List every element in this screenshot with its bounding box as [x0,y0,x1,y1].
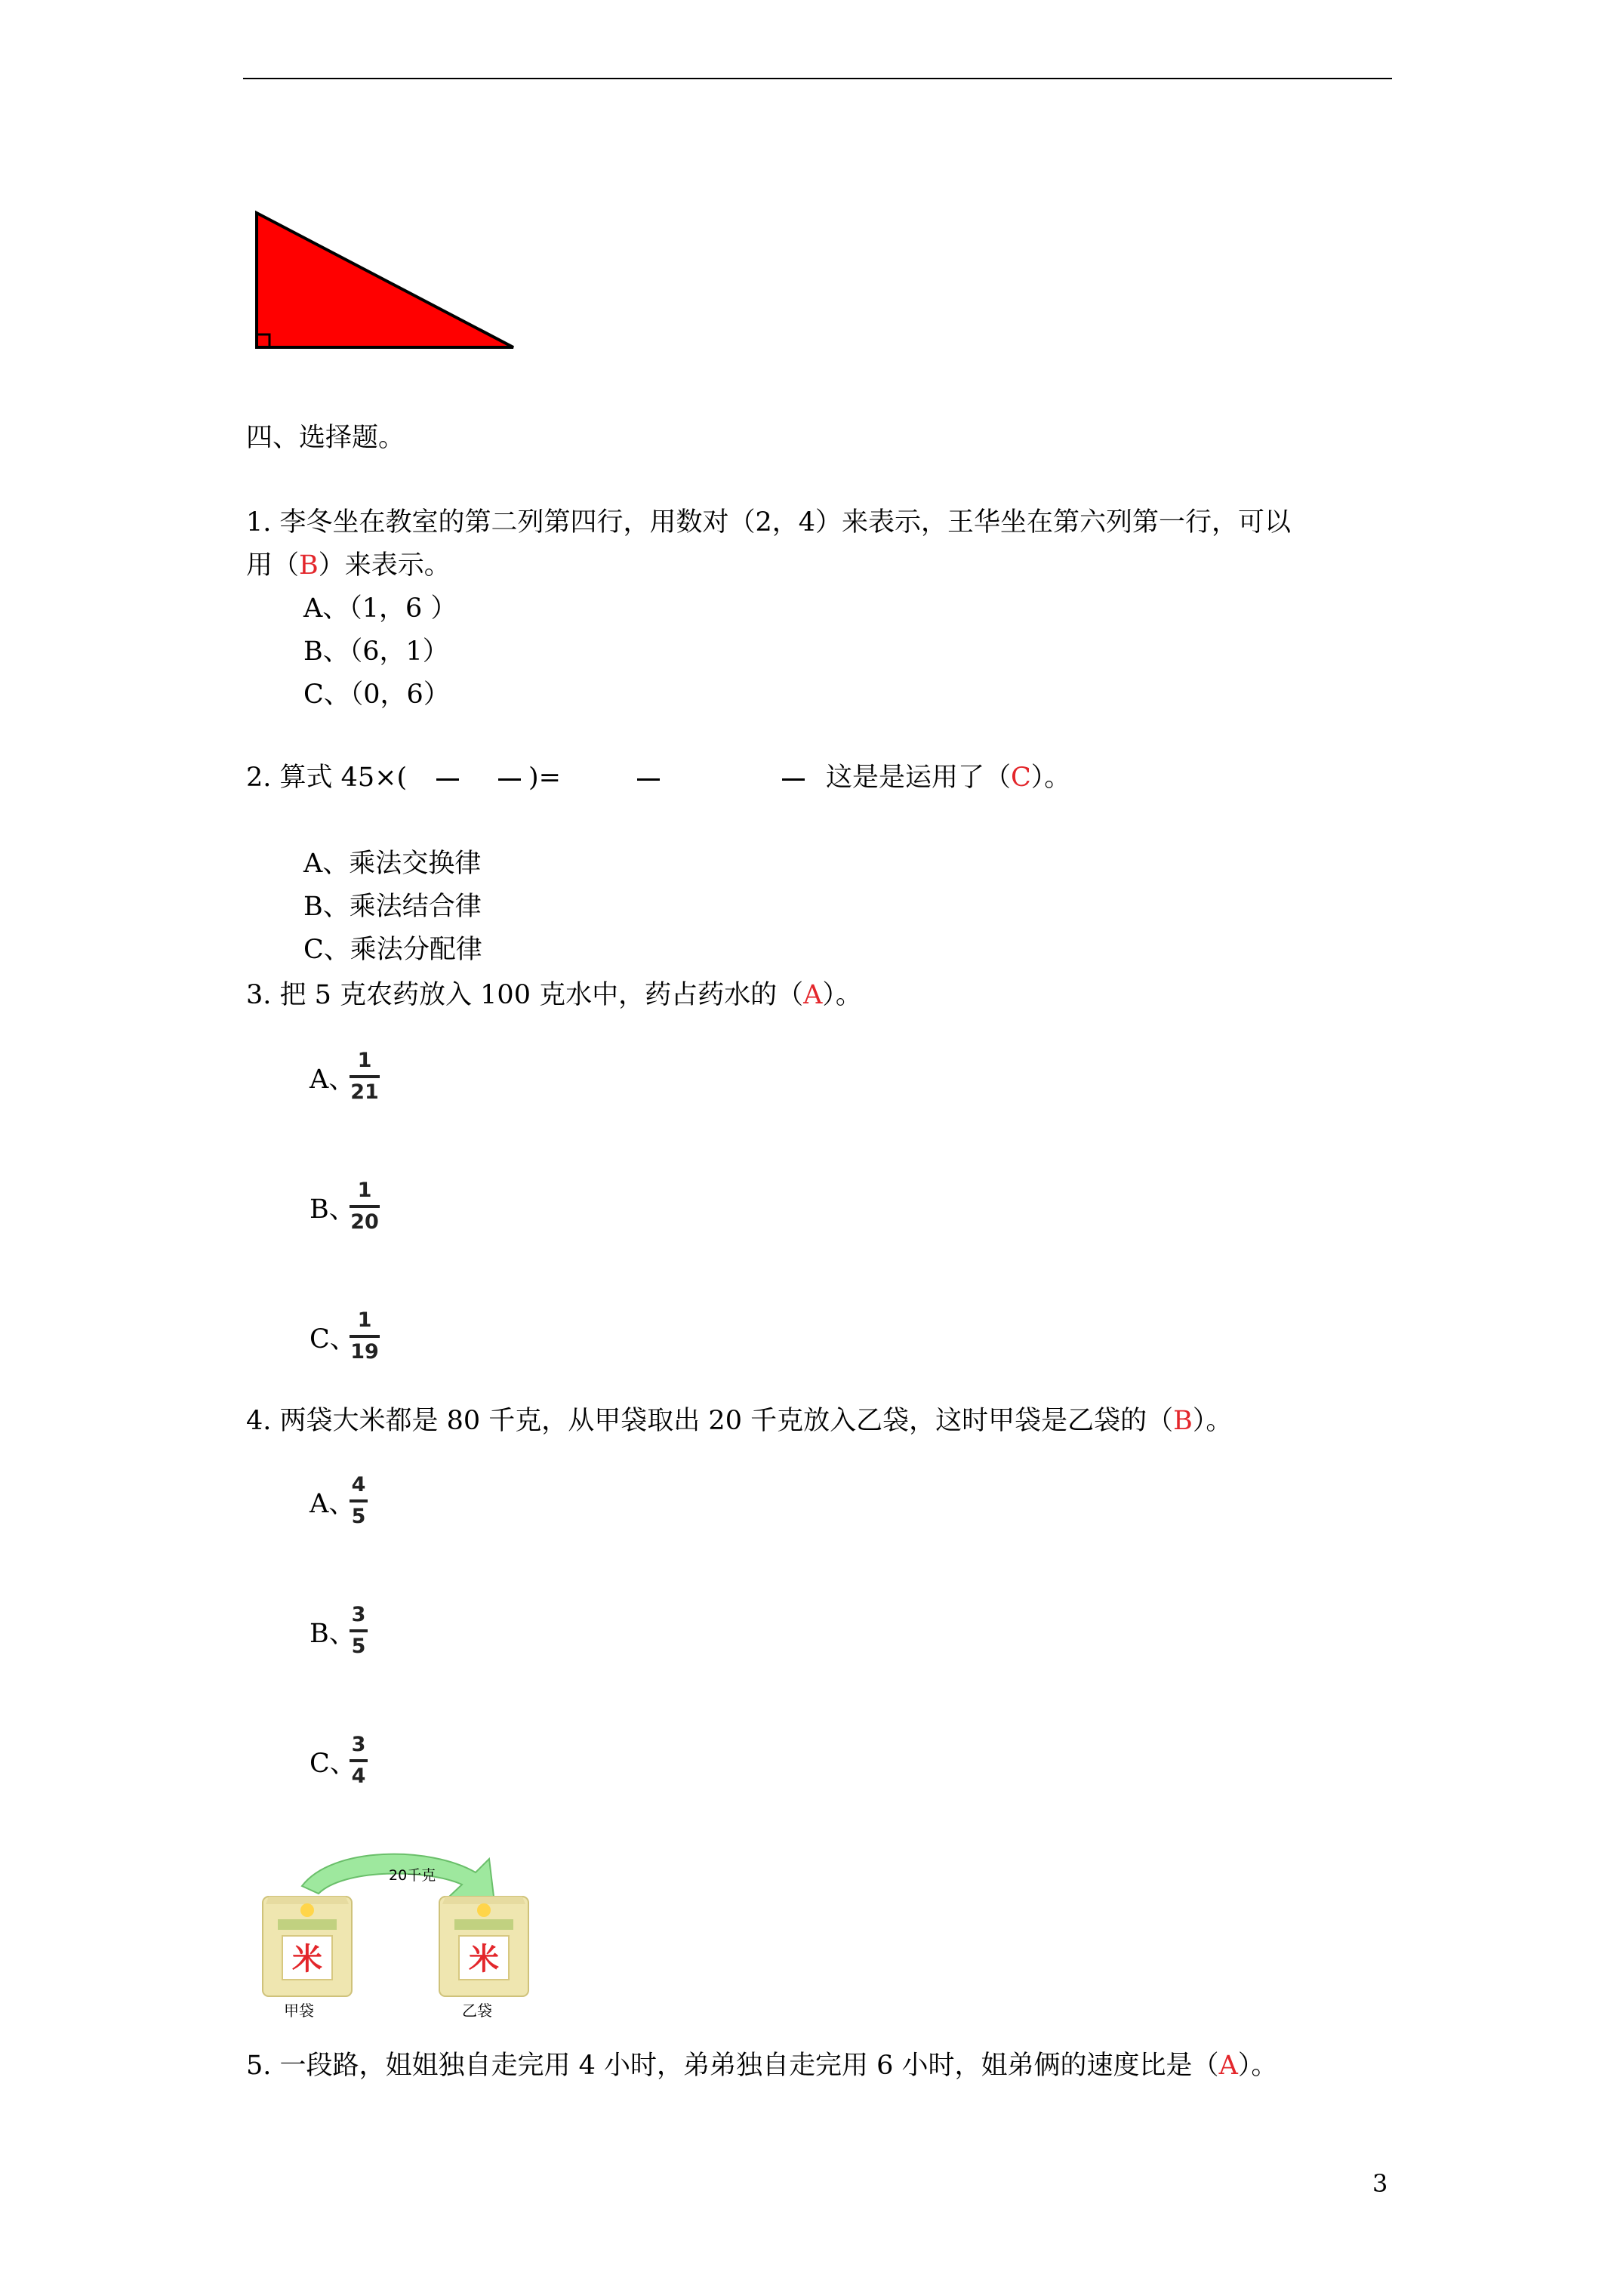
q4-text: 4. 两袋大米都是 80 千克，从甲袋取出 20 千克放入乙袋，这时甲袋是乙袋的（B）。 [246,1406,1233,1436]
q3-option-b-fraction: 1 20 [350,1179,379,1234]
fraction-bar [637,778,660,781]
q4-option-c-fraction: 3 4 [350,1734,368,1788]
q2-option-a: A、乘法交换律 [303,849,482,879]
bag-a-rice-char: 米 [292,1942,322,1977]
bag-b-label: 乙袋 [462,2002,492,2020]
fraction-bar [498,778,521,781]
rice-bag-b [439,1897,528,1996]
q3-text: 3. 把 5 克农药放入 100 克水中，药占药水的（A）。 [246,980,862,1010]
arrow-label: 20千克 [389,1867,436,1884]
q4-option-a-fraction: 4 5 [350,1474,368,1528]
q5-text: 5. 一段路，姐姐独自走完用 4 小时，弟弟独自走完用 6 小时，姐弟俩的速度比是（A）。 [246,2051,1278,2081]
rice-bag-figure [249,1827,566,2023]
q4-option-c-label: C、 [310,1749,356,1779]
q3-option-a-fraction: 1 21 [350,1049,379,1104]
q3-option-a-label: A、 [310,1065,356,1095]
q5-answer: A [1218,2051,1238,2081]
q3-option-c-fraction: 1 19 [350,1308,379,1364]
q2-text-mid: )= [528,763,561,793]
q4-answer: B [1173,1406,1193,1436]
q1-option-c: C、（0，6） [303,680,450,710]
q4-option-a-label: A、 [310,1489,356,1519]
right-triangle-figure [249,204,528,355]
section-title: 四、选择题。 [246,423,405,453]
q2-text-post: 这是是运用了（C）。 [826,763,1071,793]
bag-b-rice-char: 米 [469,1942,499,1977]
rice-bag-a [263,1897,352,1996]
page-number: 3 [1372,2169,1388,2198]
q2-option-b: B、乘法结合律 [303,892,482,922]
bag-a-label: 甲袋 [284,2002,314,2020]
q1-option-b: B、（6，1） [303,636,449,667]
q1-text-line2: 用（B）来表示。 [246,550,451,581]
q1-option-a: A、（1，6 ） [303,593,457,624]
fraction-bar [436,778,459,781]
header-rule [243,78,1392,79]
q2-option-c: C、乘法分配律 [303,935,482,965]
red-triangle [257,213,513,347]
q2-answer: C [1011,763,1031,793]
q3-answer: A [803,980,823,1010]
q3-option-b-label: B、 [310,1194,356,1225]
q4-option-b-fraction: 3 5 [350,1604,368,1658]
q2-text-pre: 2. 算式 45×( [246,763,408,793]
q1-answer: B [299,550,319,581]
q4-option-b-label: B、 [310,1619,356,1649]
q1-text-line1: 1. 李冬坐在教室的第二列第四行，用数对（2，4）来表示，王华坐在第六列第一行，可以 [246,507,1292,538]
fraction-bar [782,778,805,781]
q3-option-c-label: C、 [310,1324,356,1354]
